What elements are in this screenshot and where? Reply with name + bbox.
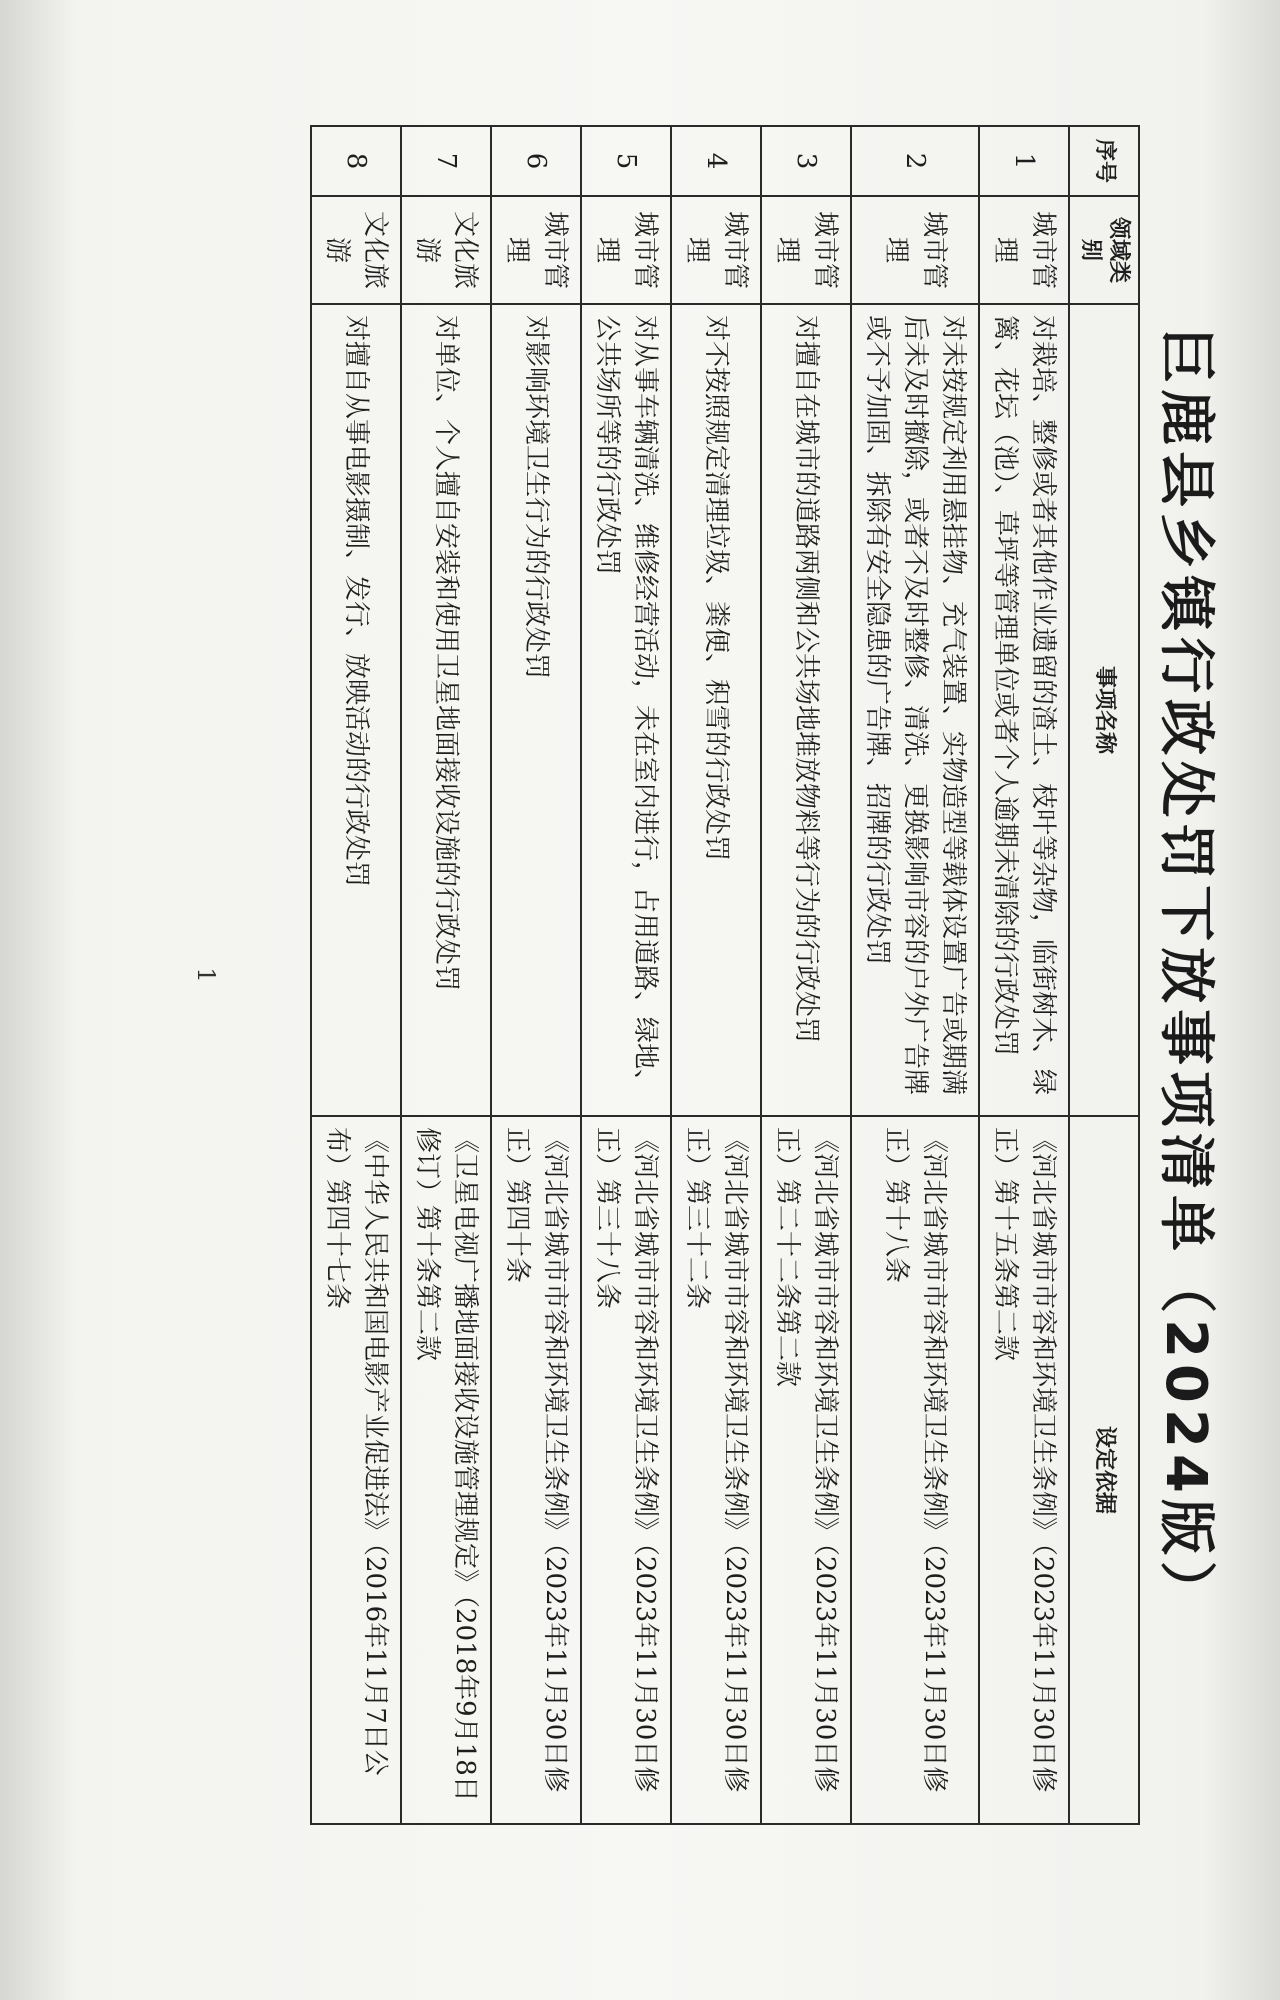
- row-domain: 城市管理: [851, 196, 979, 304]
- table-row: [581, 126, 671, 1824]
- row-domain: 文化旅游: [311, 196, 401, 304]
- table-row: [979, 126, 1069, 1824]
- row-basis: 《河北省城市市容和环境卫生条例》（2023年11月30日修正）第十五条第二款: [979, 1116, 1069, 1824]
- table-row: [851, 126, 979, 1824]
- table-row: [491, 126, 581, 1824]
- rotated-content: [140, 85, 1250, 1865]
- row-basis: 《中华人民共和国电影产业促进法》（2016年11月7日公布）第四十七条: [311, 1116, 401, 1824]
- header-domain: 领域类别: [1069, 196, 1139, 304]
- row-no: 8: [311, 126, 401, 196]
- row-domain: 城市管理: [979, 196, 1069, 304]
- row-domain: 城市管理: [491, 196, 581, 304]
- table-row: [761, 126, 851, 1824]
- row-basis: 《河北省城市市容和环境卫生条例》（2023年11月30日修正）第四十条: [491, 1116, 581, 1824]
- row-no: 1: [979, 126, 1069, 196]
- header-name: 事项名称: [1069, 304, 1139, 1116]
- row-no: 4: [671, 126, 761, 196]
- table-row: [311, 126, 401, 1824]
- row-name: 对从事车辆清洗、维修经营活动，未在室内进行，占用道路、绿地、公共场所等的行政处罚: [581, 304, 671, 1116]
- row-name: 对栽培、整修或者其他作业遗留的渣土、枝叶等杂物，临街树木、绿篱、花坛（池）、草坪等管理单位或者个人逾期未清除的行政处罚: [979, 304, 1069, 1116]
- row-basis: 《卫星电视广播地面接收设施管理规定》（2018年9月18日修订）第十条第二款: [401, 1116, 491, 1824]
- row-domain: 城市管理: [581, 196, 671, 304]
- row-no: 6: [491, 126, 581, 196]
- items-table: [310, 125, 1140, 1825]
- header-basis: 设定依据: [1069, 1116, 1139, 1824]
- table-row: [401, 126, 491, 1824]
- header-row: [1069, 126, 1139, 1824]
- row-domain: 城市管理: [671, 196, 761, 304]
- row-basis: 《河北省城市市容和环境卫生条例》（2023年11月30日修正）第十八条: [851, 1116, 979, 1824]
- row-domain: 城市管理: [761, 196, 851, 304]
- page-title: 巨鹿县乡镇行政处罚下放事项清单（2024版）: [1153, 327, 1218, 1623]
- row-name: 对擅自在城市的道路两侧和公共场地堆放物料等行为的行政处罚: [761, 304, 851, 1116]
- row-basis: 《河北省城市市容和环境卫生条例》（2023年11月30日修正）第三十八条: [581, 1116, 671, 1824]
- row-name: 对单位、个人擅自安装和使用卫星地面接收设施的行政处罚: [401, 304, 491, 1116]
- row-no: 7: [401, 126, 491, 196]
- row-name: 对未按规定利用悬挂物、充气装置、实物造型等载体设置广告或期满后未及时撤除，或者不及时整修、清洗、更换影响市容的户外广告牌或不予加固、拆除有安全隐患的广告牌、招牌的行政处罚: [851, 304, 979, 1116]
- row-no: 3: [761, 126, 851, 196]
- header-no: 序号: [1069, 126, 1139, 196]
- row-no: 2: [851, 126, 979, 196]
- table-row: [671, 126, 761, 1824]
- row-domain: 文化旅游: [401, 196, 491, 304]
- row-basis: 《河北省城市市容和环境卫生条例》（2023年11月30日修正）第二十二条第二款: [761, 1116, 851, 1824]
- row-basis: 《河北省城市市容和环境卫生条例》（2023年11月30日修正）第三十二条: [671, 1116, 761, 1824]
- row-name: 对不按照规定清理垃圾、粪便、积雪的行政处罚: [671, 304, 761, 1116]
- row-name: 对擅自从事电影摄制、发行、放映活动的行政处罚: [311, 304, 401, 1116]
- page-number: 1: [192, 967, 220, 983]
- row-no: 5: [581, 126, 671, 196]
- row-name: 对影响环境卫生行为的行政处罚: [491, 304, 581, 1116]
